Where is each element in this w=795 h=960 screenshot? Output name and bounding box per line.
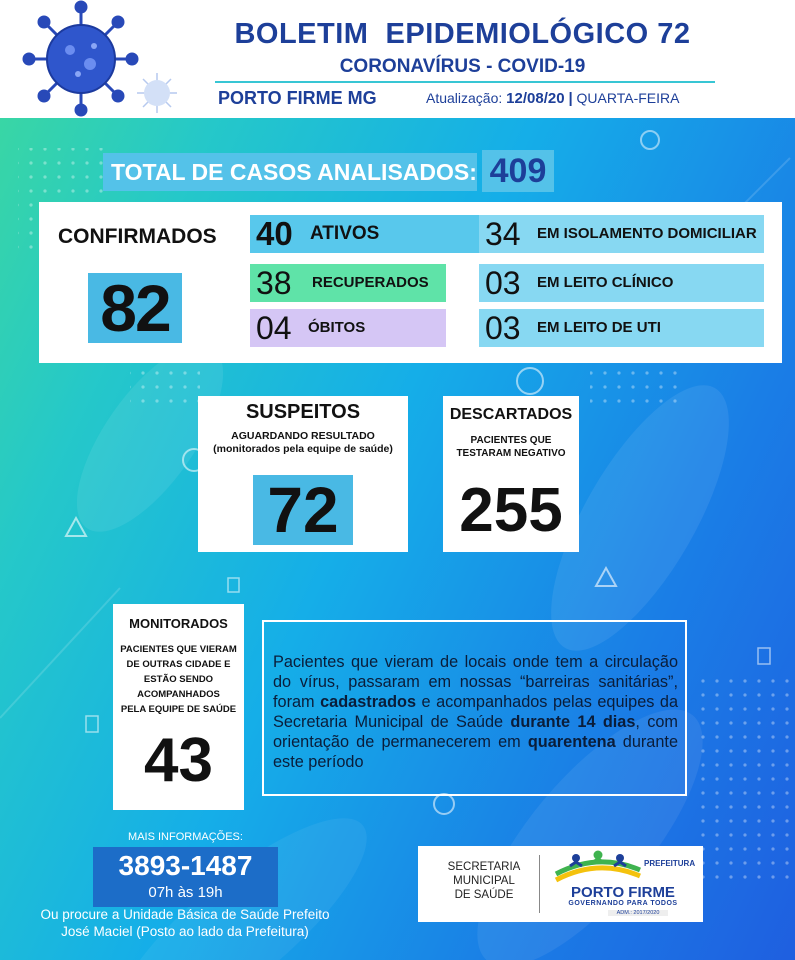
recuperados-label: RECUPERADOS: [312, 274, 429, 291]
city-name: PORTO FIRME MG: [218, 88, 377, 108]
stat-isolamento: [479, 215, 764, 253]
monitorados-title: MONITORADOS: [129, 616, 228, 631]
suspeitos-card: [198, 396, 408, 552]
secretaria-line: DE SAÚDE: [454, 889, 514, 901]
stat-obitos: [250, 309, 446, 347]
page-subtitle: CORONAVÍRUS - COVID-19: [339, 56, 586, 77]
secretaria-label: [430, 860, 538, 902]
phone-box: [93, 847, 278, 907]
info-text: [273, 652, 678, 772]
more-info-label: MAIS INFORMAÇÕES:: [128, 831, 243, 843]
monitorados-sub-line: DE OUTRAS CIDADE E: [126, 659, 231, 670]
ativos-label: ATIVOS: [310, 223, 380, 244]
update-day: QUARTA-FEIRA: [576, 90, 680, 106]
isolamento-label: EM ISOLAMENTO DOMICILIAR: [537, 225, 757, 242]
recuperados-value: 38: [256, 265, 292, 301]
info-text-part: e acompanhados pelas equipes da Secretaria Municipal de Saúde: [273, 693, 678, 731]
info-box: [262, 620, 687, 796]
suspeitos-value: 72: [253, 475, 353, 545]
total-value: 409: [482, 150, 554, 192]
update-label: Atualização:: [426, 90, 503, 106]
info-text-part: Pacientes que vieram de locais onde tem a circulação do vírus, passaram em nossas “barreiras sanitárias”, foram: [273, 653, 678, 711]
secretaria-line: MUNICIPAL: [453, 875, 515, 887]
prefeitura-logo-icon: [548, 850, 648, 886]
leito-clinico-value: 03: [485, 265, 521, 301]
descartados-sub-2: TESTARAM NEGATIVO: [456, 448, 566, 459]
phone-number[interactable]: 3893-1487: [118, 850, 253, 881]
ubs-info: [10, 906, 360, 940]
slogan: GOVERNANDO PARA TODOS: [568, 900, 678, 907]
monitorados-subtitle: [113, 642, 244, 717]
opening-hours: 07h às 19h: [148, 884, 223, 901]
obitos-label: ÓBITOS: [308, 319, 366, 336]
header: [0, 0, 795, 118]
total-label: TOTAL DE CASOS ANALISADOS:: [103, 153, 477, 191]
secretaria-line: SECRETARIA: [447, 861, 521, 873]
info-bold-cadastrados: cadastrados: [320, 693, 417, 711]
confirmed-value: 82: [88, 273, 182, 343]
obitos-value: 04: [256, 310, 292, 346]
monitorados-sub-line: ACOMPANHADOS: [137, 689, 220, 700]
monitorados-value: 43: [144, 726, 213, 795]
adm-label: ADM.: 2017/2020: [608, 910, 668, 916]
header-divider: [215, 81, 715, 83]
monitorados-sub-line: ESTÃO SENDO: [143, 674, 214, 685]
suspeitos-subtitle: [198, 430, 408, 456]
descartados-title: DESCARTADOS: [449, 406, 573, 423]
suspeitos-title: SUSPEITOS: [245, 401, 361, 423]
info-bold-quarentena: quarentena: [527, 733, 616, 751]
descartados-sub-1: PACIENTES QUE: [470, 435, 552, 446]
suspeitos-sub-2: (monitorados pela equipe de saúde): [213, 443, 393, 455]
confirmed-label: CONFIRMADOS: [58, 225, 217, 248]
ativos-value: 40: [256, 215, 293, 252]
monitorados-card: [113, 604, 244, 810]
ubs-line-2: José Maciel (Posto ao lado da Prefeitura): [61, 924, 309, 939]
descartados-subtitle: [443, 434, 579, 460]
page-title: BOLETIM EPIDEMIOLÓGICO 72: [234, 18, 691, 50]
update-date: 12/08/20: [506, 90, 565, 107]
virus-icon: [22, 0, 140, 118]
porto-firme-label: PORTO FIRME: [571, 884, 675, 901]
descartados-value: 255: [459, 476, 563, 545]
update-separator: |: [568, 90, 573, 107]
ubs-line-1: Ou procure a Unidade Básica de Saúde Prefeito: [40, 907, 330, 922]
monitorados-sub-line: PELA EQUIPE DE SAÚDE: [120, 704, 237, 715]
isolamento-value: 34: [485, 216, 521, 252]
leito-clinico-label: EM LEITO CLÍNICO: [537, 274, 674, 291]
stat-recuperados: [250, 264, 446, 302]
stat-leito-clinico: [479, 264, 764, 302]
info-text-part: , com orientação de permanecerem em: [273, 713, 678, 751]
update-info: [426, 90, 679, 107]
info-bold-14-dias: durante 14 dias: [510, 713, 636, 731]
info-text-part: durante este período: [273, 733, 678, 771]
monitorados-sub-line: PACIENTES QUE VIERAM: [120, 644, 237, 655]
virus-small-icon: [134, 70, 180, 116]
main-panel: [0, 118, 795, 960]
logo-divider: [539, 855, 540, 913]
leito-uti-value: 03: [485, 310, 521, 346]
leito-uti-label: EM LEITO DE UTI: [537, 319, 661, 336]
suspeitos-sub-1: AGUARDANDO RESULTADO: [231, 430, 375, 442]
prefeitura-label: PREFEITURA: [644, 859, 696, 868]
descartados-card: [443, 396, 579, 552]
footer-logo-panel: [418, 846, 703, 922]
stat-leito-uti: [479, 309, 764, 347]
